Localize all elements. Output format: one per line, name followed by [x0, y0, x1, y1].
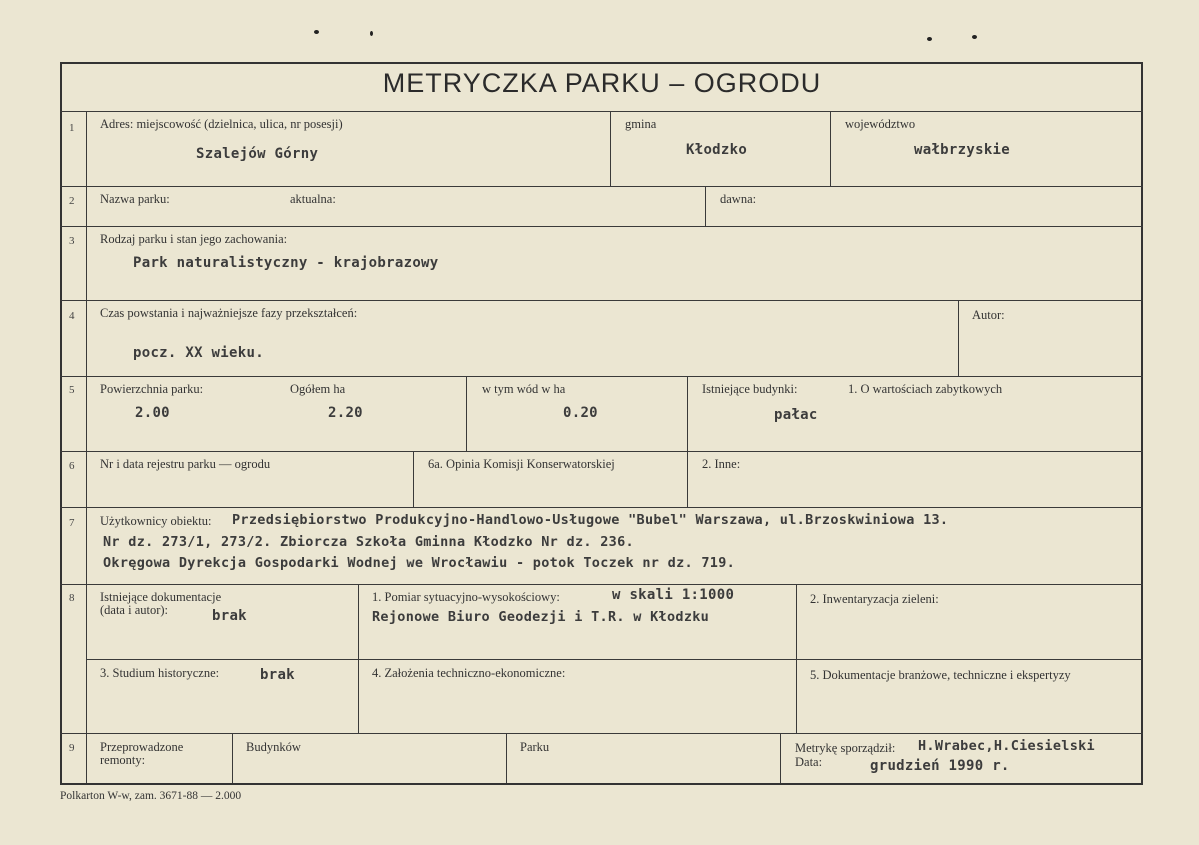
users-line-3: Okręgowa Dyrekcja Gospodarki Wodnej we Wrocławiu - potok Toczek nr dz. 719.	[103, 555, 736, 571]
repairs-park-label: Parku	[520, 740, 550, 754]
creation-time-value: pocz. XX wieku.	[133, 345, 264, 361]
park-name-label: Nazwa parku:	[100, 192, 170, 206]
frame-left	[60, 62, 62, 784]
total-area-value: 2.20	[328, 405, 363, 421]
row-number: 9	[69, 742, 75, 754]
row-number: 6	[69, 460, 75, 472]
park-type-label: Rodzaj parku i stan jego zachowania:	[100, 232, 288, 246]
documentation-label-2: (data i autor):	[100, 603, 169, 617]
gmina-value: Kłodzko	[686, 142, 748, 158]
made-by-label: Metrykę sporządził:	[795, 741, 896, 755]
made-by-value: H.Wrabec,H.Ciesielski	[918, 738, 1095, 754]
row6-divider-b	[687, 451, 688, 507]
row-number: 3	[69, 235, 75, 247]
scan-mark	[314, 30, 319, 34]
water-area-label: w tym wód w ha	[482, 382, 566, 396]
row6-divider-a	[413, 451, 414, 507]
row-number: 1	[69, 122, 75, 134]
park-name-current-label: aktualna:	[290, 192, 336, 206]
row8-middle	[86, 659, 1143, 660]
inventory-label: 2. Inwentaryzacja zieleni:	[810, 592, 939, 606]
repairs-buildings-label: Budynków	[246, 740, 301, 754]
documentation-value: brak	[212, 608, 247, 624]
row1-bottom	[60, 186, 1143, 187]
row5-bottom	[60, 451, 1143, 452]
row9-divider-a	[232, 733, 233, 783]
frame-bottom	[60, 783, 1143, 785]
technical-assumptions-label: 4. Założenia techniczno-ekonomiczne:	[372, 666, 566, 680]
survey-scale: w skali 1:1000	[612, 587, 735, 603]
number-column-divider	[86, 111, 87, 783]
register-label: Nr i data rejestru parku — ogrodu	[100, 457, 271, 471]
author-label: Autor:	[972, 308, 1005, 322]
date-value: grudzień 1990 r.	[870, 758, 1010, 774]
row4-divider	[958, 300, 959, 376]
documentation-label-1: Istniejące dokumentacje	[100, 590, 222, 604]
wojewodztwo-label: województwo	[845, 117, 916, 131]
park-name-former-label: dawna:	[720, 192, 757, 206]
row7-bottom	[60, 584, 1143, 585]
row5-divider-a	[466, 376, 467, 451]
users-label: Użytkownicy obiektu:	[100, 514, 212, 528]
existing-buildings-value: pałac	[774, 407, 818, 423]
row5-divider-b	[687, 376, 688, 451]
frame-top	[60, 62, 1143, 64]
water-area-value: 0.20	[563, 405, 598, 421]
row3-bottom	[60, 300, 1143, 301]
address-label: Adres: miejscowość (dzielnica, ulica, nr posesji)	[100, 117, 343, 131]
printer-imprint: Polkarton W-w, zam. 3671-88 — 2.000	[60, 790, 242, 802]
row1-divider-b	[830, 111, 831, 186]
existing-buildings-label: Istniejące budynki:	[702, 382, 798, 396]
form-title: METRYCZKA PARKU – OGRODU	[382, 68, 822, 98]
row9-divider-c	[780, 733, 781, 783]
heritage-value-label: 1. O wartościach zabytkowych	[848, 382, 1003, 396]
row1-divider-a	[610, 111, 611, 186]
users-line-2: Nr dz. 273/1, 273/2. Zbiorcza Szkoła Gminna Kłodzko Nr dz. 236.	[103, 534, 634, 550]
survey-label: 1. Pomiar sytuacyjno-wysokościowy:	[372, 590, 560, 604]
frame-right	[1141, 62, 1143, 784]
area-value: 2.00	[135, 405, 170, 421]
branch-documentation-label: 5. Dokumentacje branżowe, techniczne i ekspertyzy	[810, 668, 1071, 682]
users-line-1: Przedsiębiorstwo Produkcyjno-Handlowo-Usługowe "Bubel" Warszawa, ul.Brzoskwiniowa 13.	[232, 512, 949, 528]
scan-mark	[972, 35, 977, 39]
row-number: 8	[69, 592, 75, 604]
area-label: Powierzchnia parku:	[100, 382, 204, 396]
row8-bottom	[60, 733, 1143, 734]
row-number: 7	[69, 517, 75, 529]
other-label: 2. Inne:	[702, 457, 741, 471]
title-underline	[60, 111, 1143, 112]
scan-mark	[927, 37, 932, 41]
history-study-value: brak	[260, 667, 295, 683]
address-value: Szalejów Górny	[196, 146, 319, 162]
row2-divider	[705, 186, 706, 226]
commission-opinion-label: 6a. Opinia Komisji Konserwatorskiej	[428, 457, 615, 471]
creation-time-label: Czas powstania i najważniejsze fazy przekształceń:	[100, 306, 358, 320]
row9-divider-b	[506, 733, 507, 783]
repairs-label-1: Przeprowadzone	[100, 740, 184, 754]
row6-bottom	[60, 507, 1143, 508]
row-number: 4	[69, 310, 75, 322]
row-number: 2	[69, 195, 75, 207]
repairs-label-2: remonty:	[100, 753, 146, 767]
history-study-label: 3. Studium historyczne:	[100, 666, 220, 680]
park-type-value: Park naturalistyczny - krajobrazowy	[133, 255, 439, 271]
survey-value: Rejonowe Biuro Geodezji i T.R. w Kłodzku	[372, 609, 710, 625]
gmina-label: gmina	[625, 117, 657, 131]
date-label: Data:	[795, 755, 823, 769]
row4-bottom	[60, 376, 1143, 377]
row2-bottom	[60, 226, 1143, 227]
scan-mark	[370, 31, 373, 36]
row-number: 5	[69, 384, 75, 396]
total-area-label: Ogółem ha	[290, 382, 346, 396]
wojewodztwo-value: wałbrzyskie	[914, 142, 1011, 158]
